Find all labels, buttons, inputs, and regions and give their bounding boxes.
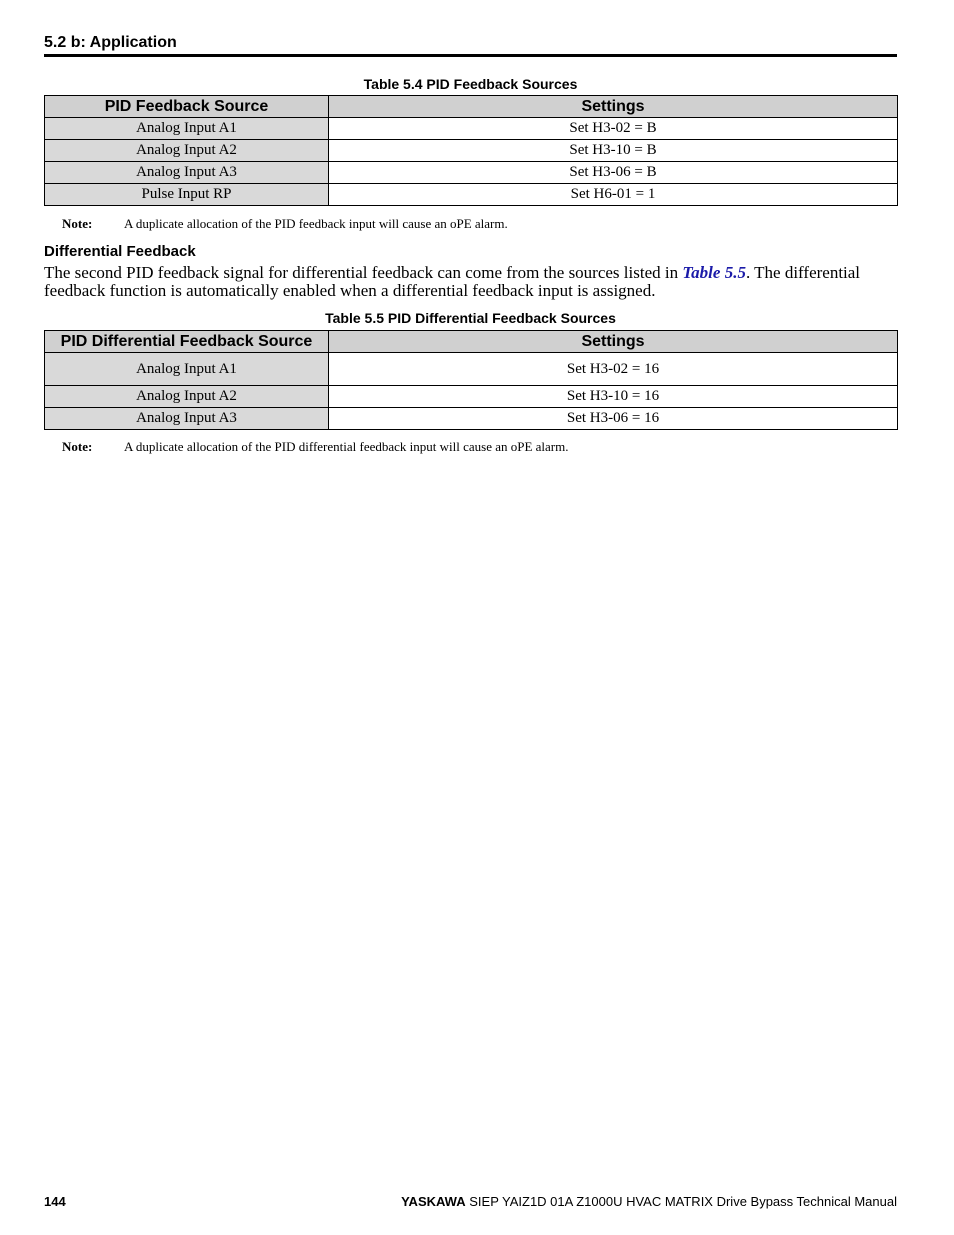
note-text: A duplicate allocation of the PID feedback input will cause an oPE alarm.: [124, 216, 508, 231]
column-header-source: PID Feedback Source: [45, 96, 329, 118]
note-label: Note:: [62, 439, 93, 454]
source-cell: Analog Input A3: [45, 162, 329, 184]
source-cell: Pulse Input RP: [45, 184, 329, 206]
footer-manual-text: SIEP YAIZ1D 01A Z1000U HVAC MATRIX Drive Bypass Technical Manual: [469, 1194, 897, 1209]
table-header-row: [45, 331, 898, 353]
setting-cell: Set H3-10 = 16: [329, 386, 898, 408]
differential-feedback-paragraph: [44, 264, 897, 300]
table-5-5-note: [62, 439, 569, 455]
setting-cell: Set H3-02 = B: [329, 118, 898, 140]
table-5-4-note: [62, 216, 508, 232]
table-5-4-caption: Table 5.4 PID Feedback Sources: [363, 76, 578, 92]
source-cell: Analog Input A2: [45, 386, 329, 408]
footer-brand: YASKAWA: [401, 1194, 466, 1209]
column-header-settings: Settings: [329, 96, 898, 118]
section-title: 5.2 b: Application: [44, 34, 177, 51]
setting-cell: Set H3-02 = 16: [329, 353, 898, 386]
section-rule: [44, 54, 897, 57]
setting-cell: Set H3-06 = 16: [329, 408, 898, 430]
table-5-5-link[interactable]: Table 5.5: [682, 263, 746, 282]
table-row: [45, 386, 898, 408]
table-row: [45, 353, 898, 386]
note-label: Note:: [62, 216, 93, 231]
column-header-source: PID Differential Feedback Source: [45, 331, 329, 353]
table-row: [45, 162, 898, 184]
source-cell: Analog Input A3: [45, 408, 329, 430]
para-text-after: . The differential feedback function is automatically enabled when a differential feedback input is assigned.: [44, 263, 861, 300]
table-row: [45, 184, 898, 206]
setting-cell: Set H3-06 = B: [329, 162, 898, 184]
table-5-4: [44, 95, 898, 206]
differential-feedback-heading: Differential Feedback: [44, 243, 196, 260]
table-5-5: [44, 330, 898, 430]
table-row: [45, 118, 898, 140]
note-text: A duplicate allocation of the PID differential feedback input will cause an oPE alarm.: [124, 439, 569, 454]
table-row: [45, 140, 898, 162]
source-cell: Analog Input A1: [45, 353, 329, 386]
footer-manual-title: [401, 1194, 897, 1209]
table-row: [45, 408, 898, 430]
para-text-before: The second PID feedback signal for differential feedback can come from the sources listed in: [44, 263, 683, 282]
setting-cell: Set H6-01 = 1: [329, 184, 898, 206]
table-header-row: [45, 96, 898, 118]
page-number: 144: [44, 1194, 66, 1209]
table-5-5-caption: Table 5.5 PID Differential Feedback Sources: [325, 310, 616, 326]
setting-cell: Set H3-10 = B: [329, 140, 898, 162]
source-cell: Analog Input A1: [45, 118, 329, 140]
column-header-settings: Settings: [329, 331, 898, 353]
source-cell: Analog Input A2: [45, 140, 329, 162]
